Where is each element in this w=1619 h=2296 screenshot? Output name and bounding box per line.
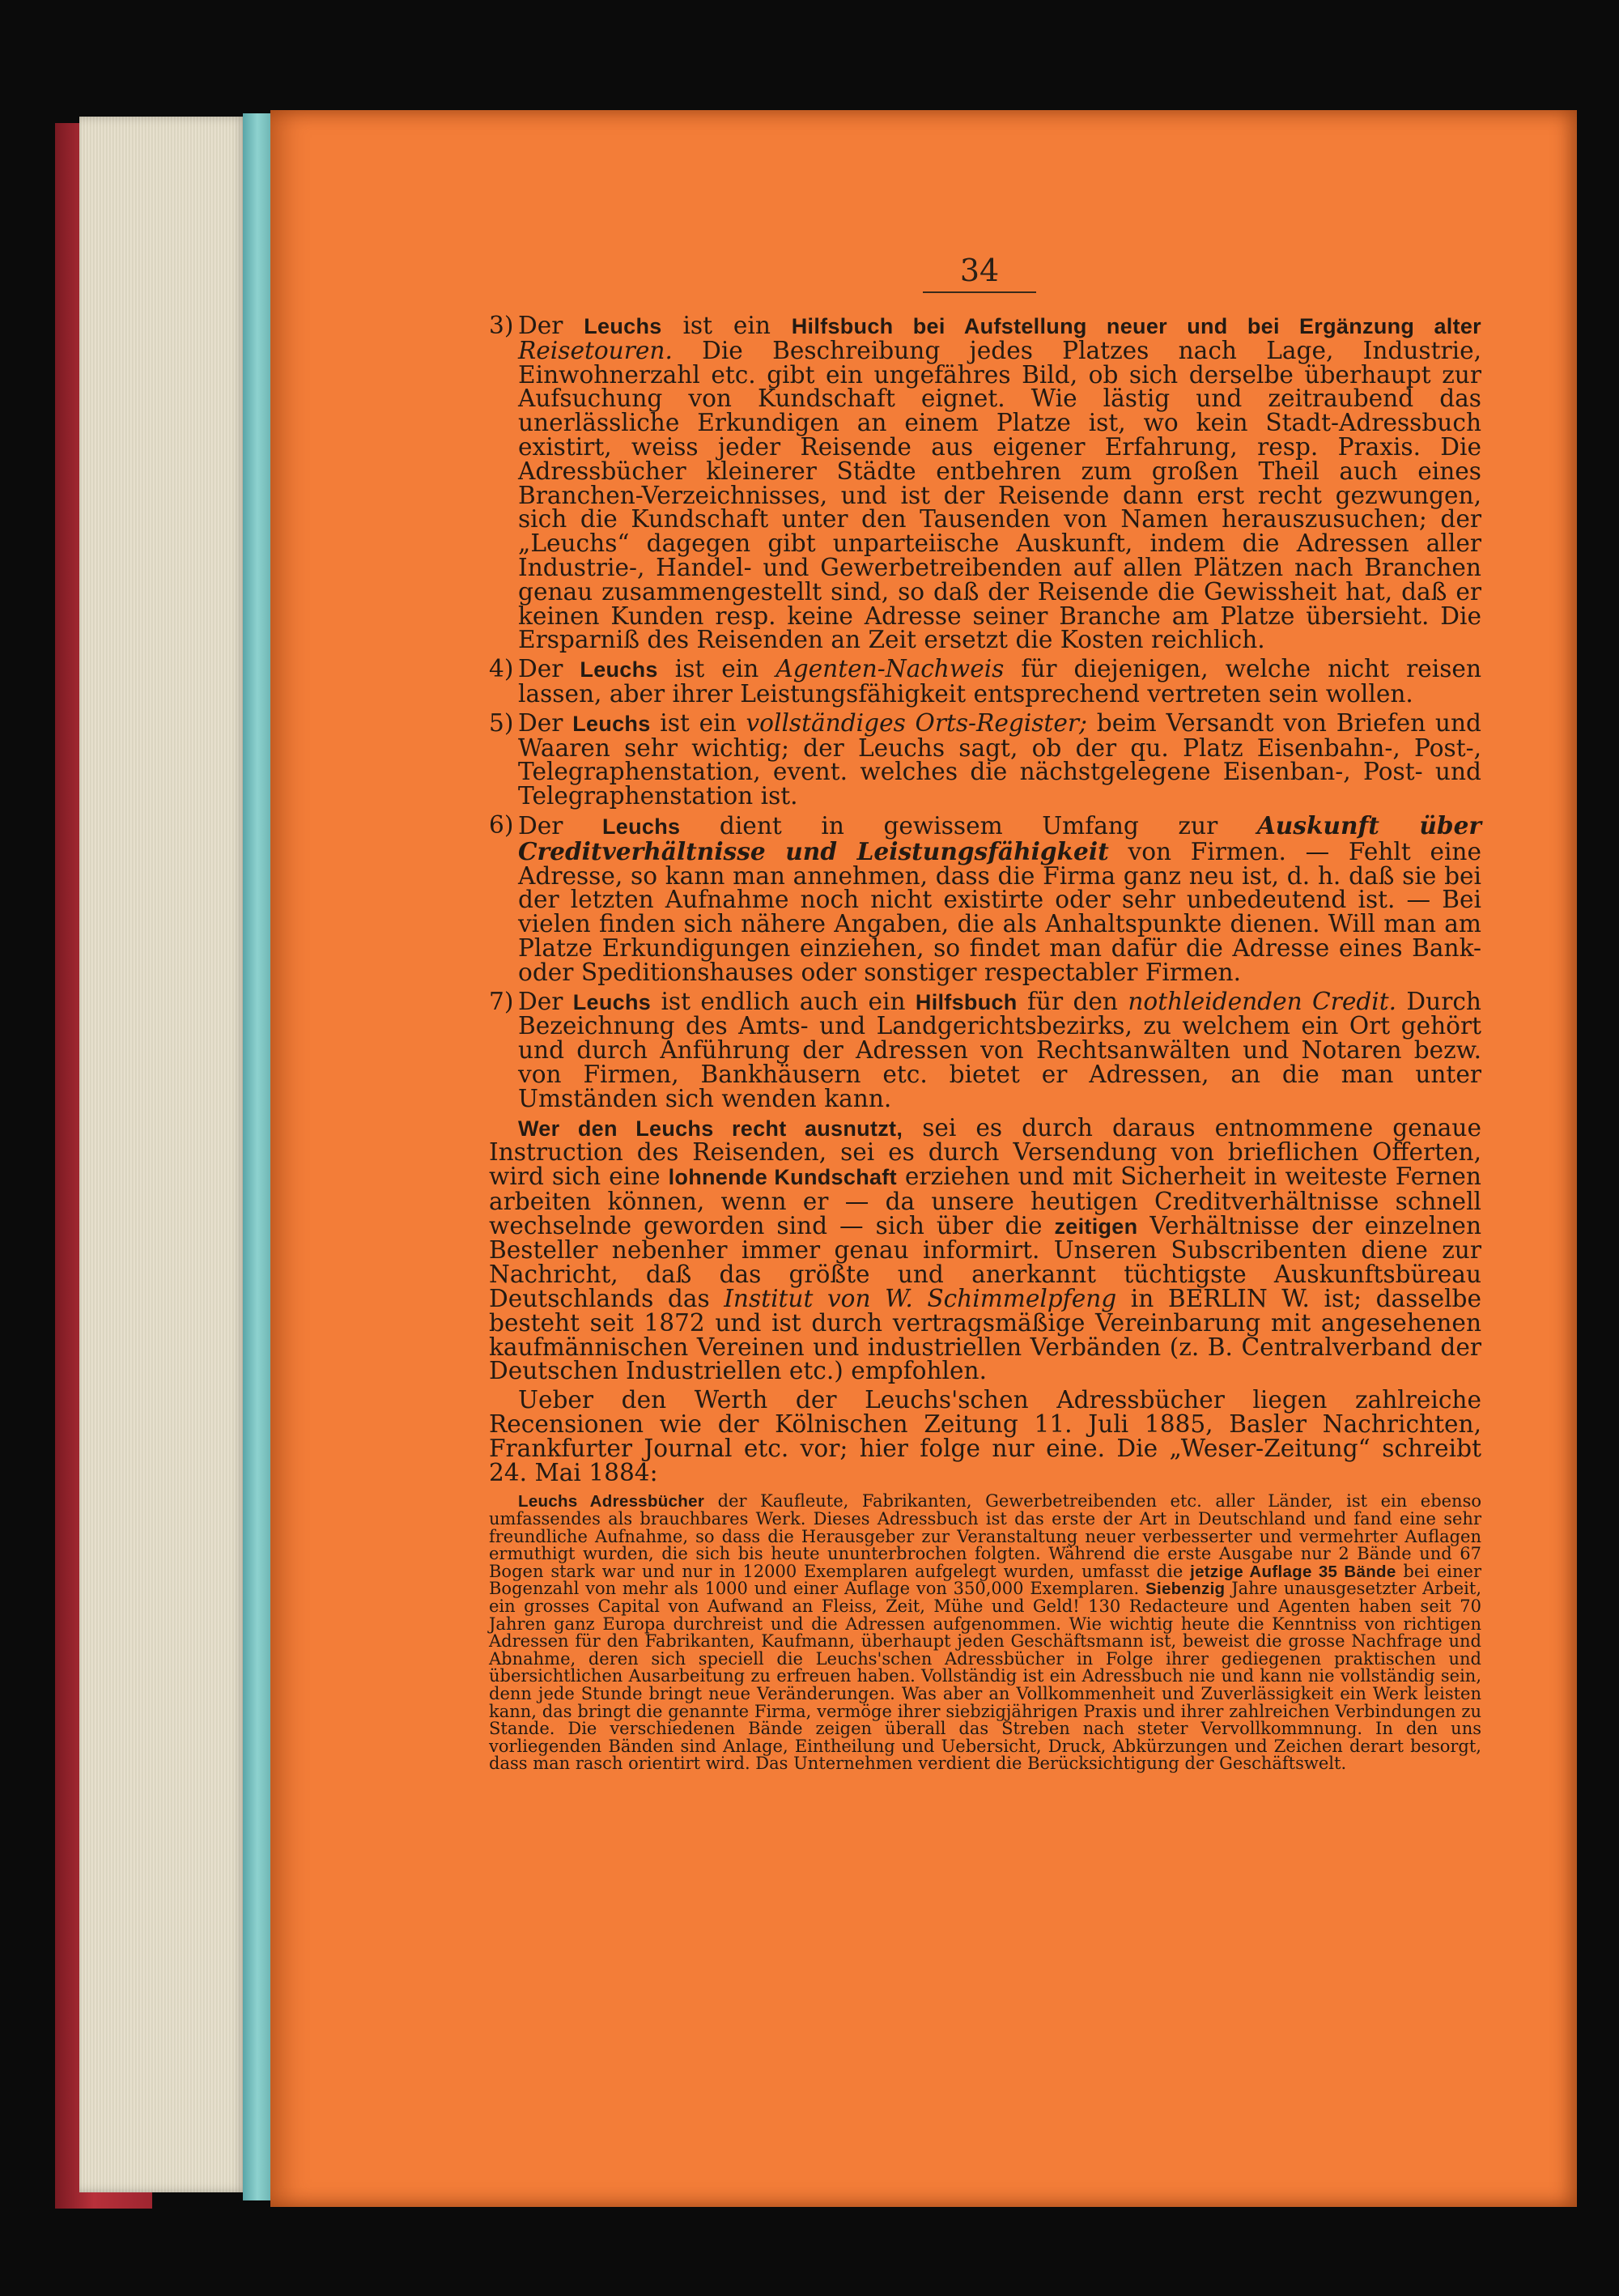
- list-item: [489, 314, 1481, 653]
- text-run: Der: [518, 987, 573, 1015]
- text-run: Der: [518, 708, 573, 737]
- numbered-list: [489, 314, 1481, 1112]
- text-run: erziehen und mit Sicherheit in weiteste Fernen arbeiten können, wenn er — da unsere heutigen Creditverhältnisse schnell wechselnde geworden sind — sich über die: [489, 1163, 1481, 1239]
- list-item-text: [518, 314, 1481, 653]
- bold-text: Wer den Leuchs recht ausnutzt,: [518, 1116, 903, 1141]
- bold-italic-text: Auskunft über Creditverhältnisse und Leistungsfähigkeit: [518, 810, 1481, 865]
- bold-text: Siebenzig: [1145, 1580, 1226, 1599]
- list-item-text: [518, 987, 1481, 1112]
- text-run: sei es durch daraus entnommene genaue Instruction des Reisenden, sei es durch Versendung von brieflichen Offerten, wird sich eine: [489, 1113, 1481, 1191]
- bold-text: Leuchs: [572, 989, 652, 1014]
- bold-text: Leuchs: [601, 814, 681, 839]
- text-run: ist endlich auch ein: [651, 987, 916, 1015]
- list-item: [489, 810, 1481, 986]
- page-edges: [79, 117, 246, 2192]
- text-run: in BERLIN W. ist; dasselbe besteht seit 1872 und ist durch vertragsmäßige Vereinbarung mit angesehenen kaufmännischen Vereinen und industriellen Verbänden (z. B. Centralverband der Deutschen Industriellen etc.) empfohlen.: [489, 1285, 1482, 1385]
- bold-text: Hilfsbuch: [915, 989, 1018, 1014]
- bold-text: Leuchs Adressbücher: [518, 1492, 705, 1512]
- bold-text: Leuchs: [584, 314, 662, 338]
- italic-text: vollständiges Orts-Register;: [746, 708, 1087, 737]
- list-item-number: 7): [489, 987, 514, 1015]
- list-item-number: 5): [489, 708, 514, 737]
- bold-text: Leuchs: [580, 657, 658, 682]
- italic-text: Agenten-Nachweis: [776, 655, 1005, 683]
- text-run: dient in gewissem Umfang zur: [680, 811, 1257, 840]
- page-number: 34: [923, 253, 1036, 293]
- paragraph: [489, 1113, 1482, 1385]
- bold-text: lohnende Kundschaft: [668, 1165, 897, 1190]
- list-item-text: [518, 657, 1481, 707]
- text-run: für den: [1017, 987, 1128, 1015]
- paragraphs: [489, 1113, 1482, 1486]
- text-run: beim Versandt von Briefen und Waaren sehr wichtig; der Leuchs sagt, ob der qu. Platz Eisenbahn-, Post-, Telegraphenstation, event. welches die nächstgelegene Eisenban-, Post- und Telegraphenstation ist.: [518, 708, 1481, 810]
- page-body: [489, 314, 1481, 1773]
- list-item-number: 4): [489, 655, 514, 683]
- paragraph: [489, 1388, 1481, 1485]
- list-item: [489, 657, 1481, 707]
- list-item-number: 3): [489, 312, 514, 339]
- text-run: für diejenigen, welche nicht reisen lassen, aber ihrer Leistungsfähigkeit entsprechend vertreten sein wollen.: [518, 655, 1482, 708]
- text-run: der Kaufleute, Fabrikanten, Gewerbetreibenden etc. aller Länder, ist ein ebenso umfassendes als brauchbares Werk. Dieses Adressbuch ist das erste der Art in Deutschland und fand eine sehr freundliche Aufnahme, so dass die Herausgeber zur Veranstaltung neuer verbesserter und vermehrter Auflagen ermuthigt wurden, die sich bis heute ununterbrochen folgten. Während die erste Ausgabe nur 2 Bände und 67 Bogen stark war und nur in 12000 Exemplaren aufgelegt wurden, umfasst die: [489, 1491, 1482, 1581]
- text-run: Die Beschreibung jedes Platzes nach Lage, Industrie, Einwohnerzahl etc. gibt ein ungefähres Bild, ob sich derselbe überhaupt zur Aufsuchung von Kundschaft eignet. Wie lästig und zeitraubend das unerlässliche Erkundigen an einem Platze ist, wo kein Stadt-Adressbuch existirt, weiss jeder Reisende aus eigener Erfahrung, resp. Praxis. Die Adressbücher kleinerer Städte entbehren zum großen Theil auch eines Branchen-Verzeichnisses, und ist der Reisende dann erst recht gezwungen, sich die Kundschaft unter den Tausenden von Namen herauszusuchen; der „Leuchs“ dagegen gibt unparteiische Auskunft, indem die Adressen aller Industrie-, Handel- und Gewerbetreibenden auf allen Plätzen nach Branchen genau zusammengestellt sind, so daß der Reisende die Gewissheit hat, daß er keinen Kunden resp. keine Adresse seiner Branche am Platze übersieht. Die Ersparniß des Reisenden an Zeit ersetzt die Kosten reichlich.: [518, 336, 1481, 654]
- text-run: bei einer Bogenzahl von mehr als 1000 und einer Auflage von 350,000 Exemplaren.: [489, 1561, 1481, 1599]
- list-item-text: [518, 708, 1481, 810]
- italic-text: Reisetouren.: [518, 336, 673, 364]
- list-item: [489, 708, 1481, 810]
- text-run: Der: [518, 655, 580, 683]
- bold-text: jetzige Auflage 35 Bände: [1190, 1562, 1396, 1581]
- text-run: ist ein: [657, 655, 776, 683]
- text-run: Verhältnisse der einzelnen Besteller nebenher immer genau informirt. Unseren Subscribenten diene zur Nachricht, daß das größte und anerkannt tüchtigste Auskunftsbüreau Deutschlands das: [489, 1211, 1482, 1313]
- text-run: Der: [518, 312, 584, 339]
- text-run: Ueber den Werth der Leuchs'schen Adressbücher liegen zahlreiche Recensionen wie der Kölnischen Zeitung 11. Juli 1885, Basler Nachrichten, Frankfurter Journal etc. vor; hier folge nur eine. Die „Weser-Zeitung“ schreibt 24. Mai 1884:: [489, 1386, 1481, 1486]
- list-item-number: 6): [489, 810, 514, 839]
- list-item-text: [518, 810, 1481, 986]
- italic-text: Institut von W. Schimmelpfeng: [724, 1285, 1117, 1313]
- italic-text: nothleidenden Credit.: [1128, 987, 1397, 1015]
- bold-text: zeitigen: [1054, 1214, 1138, 1239]
- text-run: ist ein: [650, 708, 746, 737]
- text-run: Jahre unausgesetzter Arbeit, ein grosses Capital von Aufwand an Fleiss, Zeit, Mühe und Geld! 130 Redacteure und Agenten haben seit 70 Jahren ganz Europa durchreist und die Adressen aufgenommen. Wie wichtig heute die Kenntniss von richtigen Adressen für den Fabrikanten, Kaufmann, überhaupt jeden Geschäftsmann ist, beweist die grosse Nachfrage und Abnahme, deren sich speciell die Leuchs'schen Adressbücher in Folge ihrer gediegenen praktischen und übersichtlichen Ausarbeitung zu erfreuen haben. Vollständig ist ein Adressbuch nie und kann nie vollständig sein, denn jede Stunde bringt neue Veränderungen. Was aber an Vollkommenheit und Zuverlässigkeit ein Werk leisten kann, das bringt die genannte Firma, vermöge ihrer siebzigjährigen Praxis und ihrer zahlreichen Verbindungen zu Stande. Die verschiedenen Bände zeigen überall das Streben nach steter Vervollkommnung. In den uns vorliegenden Bänden sind Anlage, Eintheilung und Uebersicht, Druck, Abkürzungen und Zeichen derart besorgt, dass man rasch orientirt wird. Das Unternehmen verdient die Berücksichtigung der Geschäftswelt.: [489, 1579, 1481, 1774]
- text-run: von Firmen. — Fehlt eine Adresse, so kann man annehmen, dass die Firma ganz neu ist, d. h. daß sie bei der letzten Aufnahme noch nicht existirte oder sehr unbedeutend ist. — Bei vielen finden sich nähere Angaben, die als Anhaltspunkte dienen. Will man am Platze Erkundigungen einziehen, so findet man dafür die Adresse eines Bank- oder Speditionshauses oder sonstiger respectabler Firmen.: [518, 837, 1481, 986]
- text-run: ist ein: [661, 312, 792, 339]
- text-run: Durch Bezeichnung des Amts- und Landgerichtsbezirks, zu welchem ein Ort gehört und durch Anführung der Adressen von Rechtsanwälten und Notaren bezw. von Firmen, Bankhäusern etc. bietet er Adressen, an die man unter Umständen sich wenden kann.: [518, 987, 1481, 1112]
- list-item: [489, 987, 1481, 1112]
- newspaper-quote: [489, 1493, 1481, 1773]
- book-gutter: [243, 113, 272, 2200]
- bold-text: Hilfsbuch bei Aufstellung neuer und bei Ergänzung alter: [791, 314, 1481, 338]
- bold-text: Leuchs: [572, 711, 651, 736]
- text-run: Der: [518, 811, 602, 840]
